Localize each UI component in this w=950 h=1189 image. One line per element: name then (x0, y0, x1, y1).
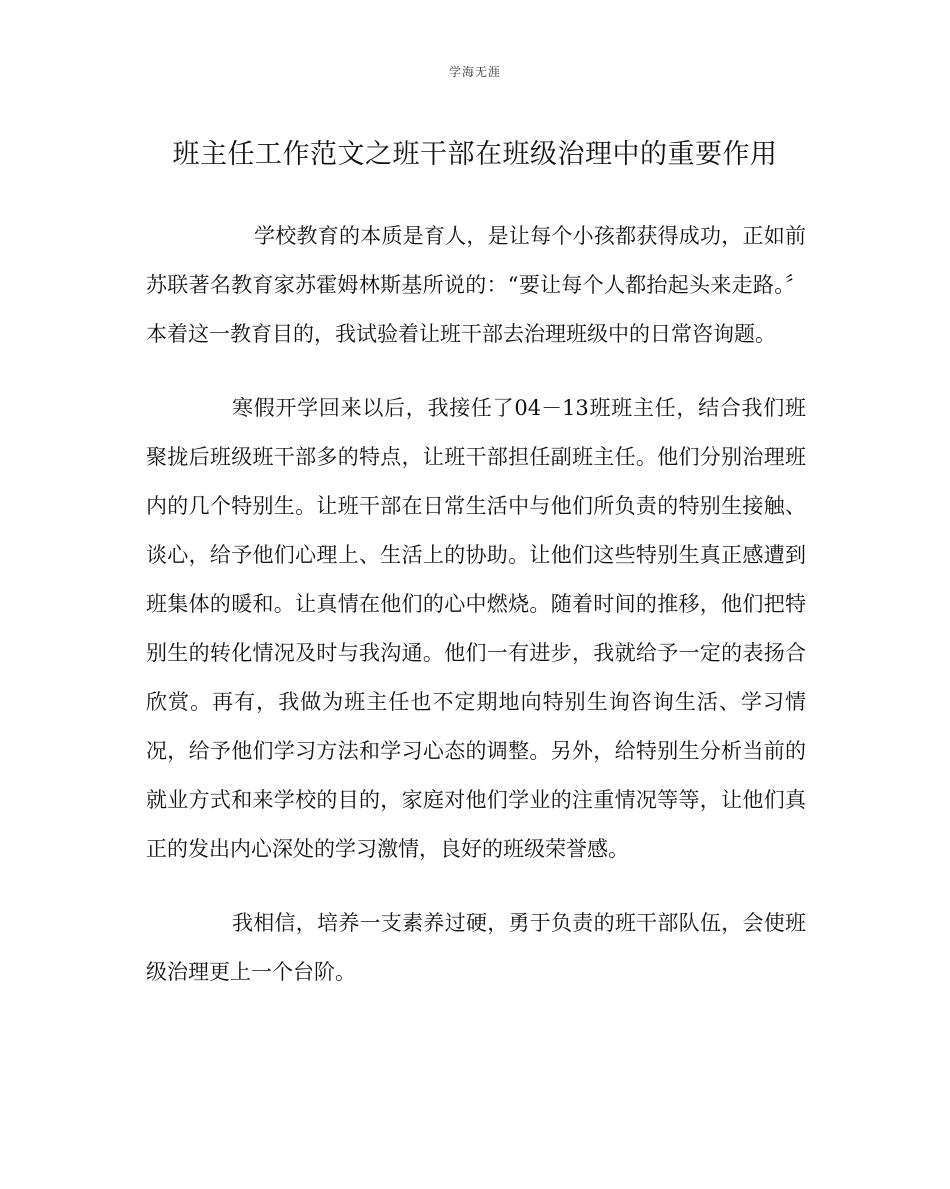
page-header: 学海无涯 (448, 65, 501, 79)
paragraph-1: 学校教育的本质是育人，是让每个小孩都获得成功，正如前苏联著名教育家苏霍姆林斯基所说的：“要让每个人都抬起头来走路。〞本着这一教育目的，我试验着让班干部去治理班级中的日常咨询题。 (146, 224, 806, 346)
document-title: 班主任工作范文之班干部在班级治理中的重要作用 (172, 139, 778, 170)
paragraph-3: 我相信，培养一支素养过硬，勇于负责的班干部队伍，会使班级治理更上一个台阶。 (146, 911, 806, 984)
document-body (146, 212, 806, 997)
paragraph-2: 寒假开学回来以后，我接任了04－13班班主任，结合我们班聚拢后班级班干部多的特点，让班干部担任副班主任。他们分别治理班内的几个特别生。让班干部在日常生活中与他们所负责的特别生接触、谈心，给予他们心理上、生活上的协助。让他们这些特别生真正感遭到班集体的暖和。让真情在他们的心中燃烧。随着时间的推移，他们把特别生的转化情况及时与我沟通。他们一有进步，我就给予一定的表扬合欣赏。再有，我做为班主任也不定期地向特别生询咨询生活、学习情况，给予他们学习方法和学习心态的调整。另外，给特别生分析当前的就业方式和来学校的目的，家庭对他们学业的注重情况等等，让他们真正的发出内心深处的学习激情，良好的班级荣誉感。 (146, 396, 806, 861)
